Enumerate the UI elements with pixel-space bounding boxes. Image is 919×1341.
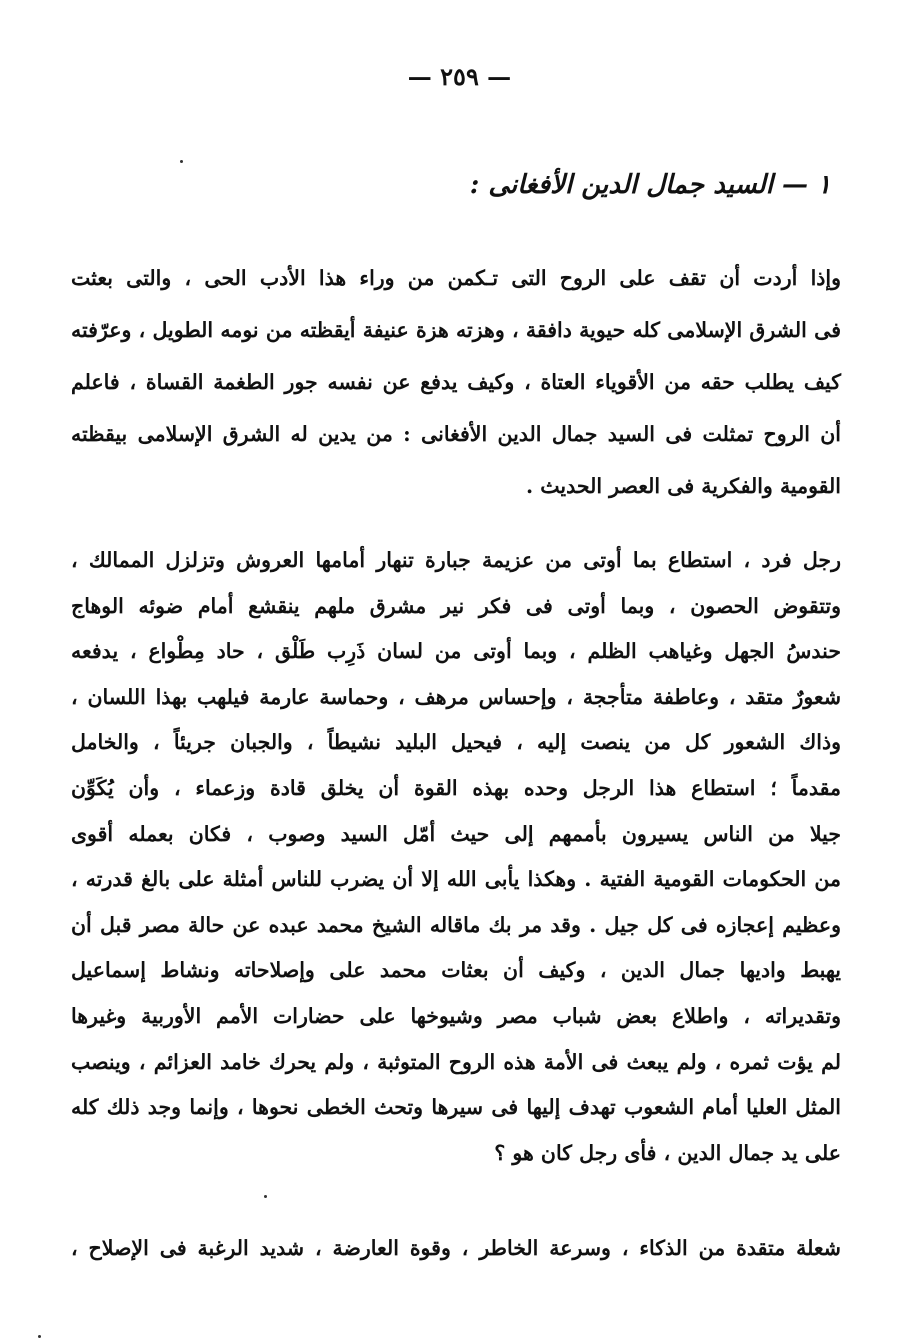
text-line: وعظيم إعجازه فى كل جيل . وقد مر بك ماقاله الشيخ محمد عبده عن حالة مصر قبل أن	[71, 912, 841, 937]
text-line: شعلة متقدة من الذكاء ، وسرعة الخاطر ، وقوة العارضة ، شديد الرغبة فى الإصلاح ،	[71, 1236, 841, 1260]
text-line: يهبط واديها جمال الدين ، وكيف أن بعثات محمد على وإصلاحاته ونشاط إسماعيل	[71, 958, 841, 983]
text-line: القومية والفكرية فى العصر الحديث .	[526, 474, 841, 498]
page-number: — ٢٥٩ —	[407, 62, 512, 91]
text-line: وتتقوض الحصون ، وبما أوتى فى فكر نير مشرق ملهم ينقشع أمام ضوئه الوهاج	[71, 593, 841, 618]
text-line: جيلا من الناس يسيرون بأممهم إلى حيث أمّل السيد وصوب ، فكان بعمله أقوى	[71, 821, 841, 846]
text-line: رجل فرد ، استطاع بما أوتى من عزيمة جبارة تنهار أمامها العروش وتزلزل الممالك ،	[71, 548, 841, 572]
text-line: وذاك الشعور كل من ينصت إليه ، فيحيل البليد نشيطاً ، والجبان جريئاً ، والخامل	[71, 730, 841, 755]
text-line: كيف يطلب حقه من الأقوياء العتاة ، وكيف يدفع عن نفسه جور الطغمة القساة ، فاعلم	[71, 370, 841, 394]
text-line: فى الشرق الإسلامى كله حيوية دافقة ، وهزته هزة عنيفة أيقظته من نومه الطويل ، وعرّفته	[71, 318, 841, 342]
section-heading: ١ — السيد جمال الدين الأفغانى :	[469, 170, 831, 200]
paragraph-1	[71, 252, 841, 512]
text-line: وتقديراته ، واطلاع بعض شباب مصر وشيوخها على حضارات الأمم الأوربية وغيرها	[71, 1003, 841, 1028]
text-line: المثل العليا أمام الشعوب تهدف إليها فى سيرها وتحث الخطى نحوها ، وإنما وجد ذلك كله	[71, 1095, 841, 1120]
paper-speck	[180, 160, 183, 163]
text-line: شعورٌ متقد ، وعاطفة متأججة ، وإحساس مرهف ، وحماسة عارمة فيلهب بهذا اللسان ،	[71, 684, 841, 709]
text-line: مقدماً ؛ استطاع هذا الرجل وحده بهذه القوة أن يخلق قادة وزعماء ، وأن يُكَوِّن	[71, 775, 841, 800]
text-line: من الحكومات القومية الفتية . وهكذا يأبى الله إلا أن يضرب للناس أمثلة على بالغ قدرته ،	[71, 867, 841, 892]
paper-speck	[264, 1195, 267, 1198]
paragraph-3	[71, 1222, 841, 1274]
paper-speck	[38, 1335, 41, 1338]
paragraph-2	[71, 538, 841, 1176]
text-line: لم يؤت ثمره ، ولم يبعث فى الأمة هذه الروح المتوثبة ، ولم يحرك خامد العزائم ، وينصب	[71, 1049, 841, 1074]
text-line: أن الروح تمثلت فى السيد جمال الدين الأفغانى : من يدين له الشرق الإسلامى بيقظته	[71, 422, 841, 446]
text-line: وإذا أردت أن تقف على الروح التى تـكمن من وراء هذا الأدب الحى ، والتى بعثت	[71, 266, 841, 290]
text-line: على يد جمال الدين ، فأى رجل كان هو ؟	[494, 1140, 841, 1165]
text-line: حندسُ الجهل وغياهب الظلم ، وبما أوتى من لسان ذَرِب طَلْق ، حاد مِطْواع ، يدفعه	[71, 639, 841, 664]
